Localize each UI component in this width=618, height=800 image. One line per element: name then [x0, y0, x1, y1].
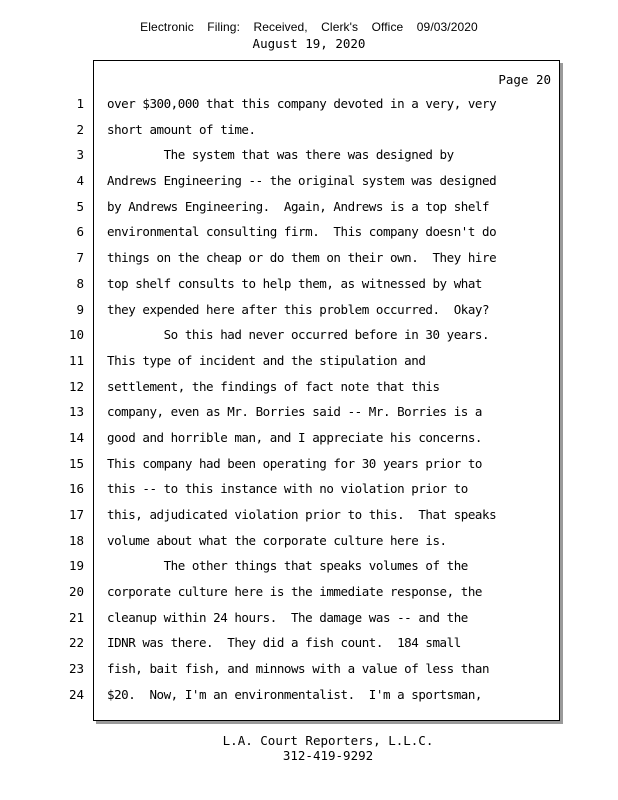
line-number: 3 — [76, 147, 84, 163]
line-number: 14 — [68, 429, 84, 445]
transcript-line — [0, 91, 618, 117]
line-text: So this had never occurred before in 30 years. — [107, 327, 490, 343]
line-text: The system that was there was designed by — [107, 147, 454, 163]
line-number: 6 — [76, 224, 84, 240]
transcript-line — [0, 245, 618, 271]
transcript-line — [0, 374, 618, 400]
line-number: 23 — [68, 661, 84, 677]
stamp-office: Office — [371, 20, 404, 34]
line-text: over $300,000 that this company devoted in a very, very — [107, 96, 497, 111]
transcript-line — [0, 399, 618, 425]
line-text: top shelf consults to help them, as witnessed by what — [107, 275, 483, 291]
line-text: Andrews Engineering -- the original system was designed — [107, 173, 497, 189]
line-number: 9 — [76, 301, 84, 317]
transcript-line — [0, 579, 618, 605]
line-number: 21 — [68, 609, 84, 625]
line-number: 5 — [76, 198, 84, 214]
transcript-line — [0, 605, 618, 631]
line-number: 22 — [68, 635, 84, 651]
line-text: IDNR was there. They did a fish count. 184 small — [107, 635, 461, 651]
line-text: this -- to this instance with no violation prior to — [107, 481, 468, 497]
transcript-line — [0, 271, 618, 297]
line-number: 7 — [76, 250, 84, 266]
transcript-line — [0, 168, 618, 194]
line-text: good and horrible man, and I appreciate his concerns. — [107, 429, 483, 445]
transcript-date: August 19, 2020 — [252, 36, 366, 51]
line-text: volume about what the corporate culture here is. — [107, 532, 447, 548]
line-number: 12 — [68, 378, 84, 394]
line-text: this, adjudicated violation prior to this. That speaks — [107, 507, 497, 522]
transcript-line — [0, 117, 618, 143]
court-reporter-footer — [0, 733, 618, 763]
line-text: settlement, the findings of fact note that this — [107, 378, 440, 394]
transcript-line — [0, 142, 618, 168]
stamp-electronic: Electronic — [140, 20, 194, 34]
line-number: 1 — [76, 96, 84, 111]
transcript-line — [0, 656, 618, 682]
transcript-line — [0, 194, 618, 220]
line-text: environmental consulting firm. This company doesn't do — [107, 224, 497, 240]
transcript-line — [0, 348, 618, 374]
transcript-line — [0, 682, 618, 708]
line-text: This type of incident and the stipulation and — [107, 352, 426, 368]
line-number: 19 — [68, 558, 84, 574]
line-text: by Andrews Engineering. Again, Andrews is a top shelf — [107, 198, 490, 214]
transcript-line — [0, 476, 618, 502]
line-text: This company had been operating for 30 years prior to — [107, 455, 483, 471]
transcript-body — [0, 91, 618, 708]
line-number: 13 — [68, 404, 84, 420]
line-text: short amount of time. — [107, 121, 256, 137]
line-text: company, even as Mr. Borries said -- Mr. Borries is a — [107, 404, 483, 420]
transcript-line — [0, 553, 618, 579]
transcript-line — [0, 502, 618, 528]
transcript-line — [0, 425, 618, 451]
line-text: things on the cheap or do them on their own. They hire — [107, 250, 497, 266]
line-text: they expended here after this problem occurred. Okay? — [107, 301, 490, 317]
line-number: 20 — [68, 584, 84, 600]
transcript-line — [0, 297, 618, 323]
page-number: Page 20 — [498, 72, 551, 87]
line-number: 8 — [76, 275, 84, 291]
stamp-received: Received, — [253, 20, 308, 34]
line-text: The other things that speaks volumes of the — [107, 558, 468, 574]
reporter-company: L.A. Court Reporters, L.L.C. — [222, 733, 434, 748]
line-number: 18 — [68, 532, 84, 548]
stamp-filing: Filing: — [207, 20, 241, 34]
line-number: 4 — [76, 173, 84, 189]
line-number: 11 — [68, 352, 84, 368]
reporter-phone: 312-419-9292 — [282, 748, 374, 763]
electronic-filing-stamp — [0, 20, 618, 34]
transcript-line — [0, 451, 618, 477]
line-number: 17 — [68, 507, 84, 522]
line-number: 2 — [76, 121, 84, 137]
line-number: 16 — [68, 481, 84, 497]
line-number: 10 — [68, 327, 84, 343]
stamp-date: 09/03/2020 — [416, 20, 478, 34]
line-text: fish, bait fish, and minnows with a value of less than — [107, 661, 490, 677]
transcript-line — [0, 528, 618, 554]
transcript-line — [0, 630, 618, 656]
line-number: 15 — [68, 455, 84, 471]
line-text: corporate culture here is the immediate response, the — [107, 584, 483, 600]
stamp-clerks: Clerk's — [321, 20, 359, 34]
line-number: 24 — [68, 686, 84, 702]
transcript-line — [0, 322, 618, 348]
line-text: $20. Now, I'm an environmentalist. I'm a sportsman, — [107, 686, 483, 702]
transcript-line — [0, 219, 618, 245]
line-text: cleanup within 24 hours. The damage was -- and the — [107, 609, 468, 625]
